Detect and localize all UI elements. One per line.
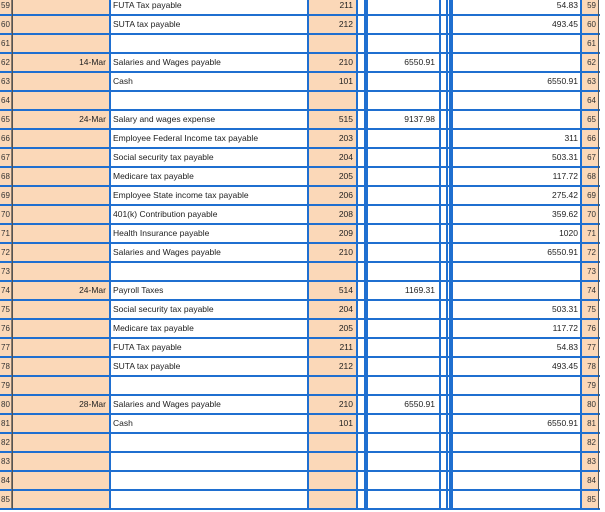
row-number-right: 63 [582, 73, 598, 90]
table-row [0, 187, 605, 206]
post-ref-cell[interactable]: 208 [309, 206, 356, 223]
row-number-right: 84 [582, 472, 598, 489]
post-ref-cell[interactable]: 212 [309, 16, 356, 33]
column-divider [356, 0, 358, 509]
credit-cell[interactable] [453, 434, 581, 451]
debit-cell[interactable] [368, 206, 439, 223]
debit-cell[interactable] [368, 453, 439, 470]
debit-cell[interactable] [368, 168, 439, 185]
debit-cell[interactable] [368, 73, 439, 90]
post-ref-cell[interactable]: 210 [309, 396, 356, 413]
debit-cell[interactable] [368, 491, 439, 508]
row-number-right: 59 [582, 0, 598, 14]
table-row [0, 282, 605, 301]
date-cell[interactable] [13, 35, 109, 52]
credit-cell[interactable] [453, 453, 581, 470]
row-number-right: 83 [582, 453, 598, 470]
post-ref-cell[interactable]: 211 [309, 0, 356, 14]
table-row [0, 301, 605, 320]
row-number-right: 81 [582, 415, 598, 432]
credit-cell[interactable]: 503.31 [552, 304, 578, 314]
debit-cell[interactable] [368, 263, 439, 280]
credit-cell[interactable] [453, 377, 581, 394]
table-row [0, 0, 605, 16]
column-divider [366, 0, 368, 509]
row-number-left: 69 [0, 187, 12, 204]
table-row [0, 396, 605, 415]
table-row [0, 491, 605, 510]
row-number-left: 61 [0, 35, 12, 52]
row-number-right: 64 [582, 92, 598, 109]
row-number-left: 82 [0, 434, 12, 451]
date-cell[interactable]: 24-Mar [13, 282, 109, 299]
row-number-left: 68 [0, 168, 12, 185]
row-number-left: 78 [0, 358, 12, 375]
post-ref-cell[interactable] [309, 453, 356, 470]
account-description-cell[interactable]: Employee State income tax payable [113, 190, 249, 200]
row-number-left: 73 [0, 263, 12, 280]
account-description-cell[interactable] [111, 472, 308, 489]
table-row [0, 16, 605, 35]
row-number-left: 65 [0, 111, 12, 128]
post-ref-cell[interactable] [309, 263, 356, 280]
account-description-cell[interactable] [111, 263, 308, 280]
post-ref-cell[interactable] [309, 491, 356, 508]
account-description-cell[interactable]: Payroll Taxes [113, 285, 164, 295]
row-number-right: 79 [582, 377, 598, 394]
debit-cell[interactable]: 1169.31 [404, 285, 435, 295]
table-row [0, 263, 605, 282]
column-divider [451, 0, 453, 509]
credit-cell[interactable]: 54.83 [556, 342, 578, 352]
post-ref-cell[interactable]: 205 [309, 320, 356, 337]
debit-cell[interactable] [368, 130, 439, 147]
row-number-right: 66 [582, 130, 598, 147]
credit-cell[interactable] [453, 491, 581, 508]
date-cell[interactable] [13, 92, 109, 109]
credit-cell[interactable]: 1020 [559, 228, 578, 238]
column-divider [446, 0, 448, 509]
row-number-right: 61 [582, 35, 598, 52]
row-number-left: 63 [0, 73, 12, 90]
credit-cell[interactable]: 359.62 [552, 209, 578, 219]
credit-cell[interactable] [453, 472, 581, 489]
date-cell[interactable] [13, 377, 109, 394]
credit-cell[interactable] [453, 54, 581, 71]
debit-cell[interactable] [368, 301, 439, 318]
credit-cell[interactable]: 493.45 [552, 19, 578, 29]
debit-cell[interactable] [368, 92, 439, 109]
account-description-cell[interactable]: Social security tax payable [113, 304, 214, 314]
row-number-left: 72 [0, 244, 12, 261]
account-description-cell[interactable] [111, 453, 308, 470]
row-number-left: 74 [0, 282, 12, 299]
credit-cell[interactable]: 6550.91 [547, 247, 578, 257]
post-ref-cell[interactable] [309, 434, 356, 451]
debit-cell[interactable] [368, 377, 439, 394]
column-divider [439, 0, 441, 509]
credit-cell[interactable]: 117.72 [552, 323, 578, 333]
row-number-left: 64 [0, 92, 12, 109]
debit-cell[interactable] [368, 149, 439, 166]
account-description-cell[interactable]: Cash [113, 76, 133, 86]
post-ref-cell[interactable]: 205 [309, 168, 356, 185]
account-description-cell[interactable]: Salaries and Wages payable [113, 399, 221, 409]
account-description-cell[interactable]: FUTA Tax payable [113, 342, 182, 352]
date-cell[interactable] [13, 130, 109, 147]
account-description-cell[interactable]: Salaries and Wages payable [113, 57, 221, 67]
date-cell[interactable]: 24-Mar [13, 111, 109, 128]
date-cell[interactable] [13, 339, 109, 356]
account-description-cell[interactable]: SUTA tax payable [113, 361, 181, 371]
debit-cell[interactable] [368, 434, 439, 451]
row-number-right: 72 [582, 244, 598, 261]
post-ref-cell[interactable]: 210 [309, 244, 356, 261]
account-description-cell[interactable]: Medicare tax payable [113, 171, 194, 181]
debit-cell[interactable] [368, 472, 439, 489]
post-ref-cell[interactable]: 211 [309, 339, 356, 356]
debit-cell[interactable] [368, 225, 439, 242]
debit-cell[interactable] [368, 244, 439, 261]
date-cell[interactable] [13, 358, 109, 375]
table-row [0, 168, 605, 187]
table-row [0, 206, 605, 225]
account-description-cell[interactable]: 401(k) Contribution payable [113, 209, 218, 219]
table-row [0, 73, 605, 92]
row-number-right: 77 [582, 339, 598, 356]
table-row [0, 453, 605, 472]
date-cell[interactable] [13, 453, 109, 470]
account-description-cell[interactable]: Salaries and Wages payable [113, 247, 221, 257]
debit-cell[interactable] [368, 0, 439, 14]
column-divider [307, 0, 309, 509]
column-divider [598, 0, 599, 509]
date-cell[interactable] [13, 16, 109, 33]
credit-cell[interactable]: 6550.91 [547, 418, 578, 428]
date-cell[interactable] [13, 263, 109, 280]
table-row [0, 320, 605, 339]
column-divider [109, 0, 111, 509]
date-cell[interactable]: 14-Mar [13, 54, 109, 71]
credit-cell[interactable] [453, 396, 581, 413]
row-number-right: 60 [582, 16, 598, 33]
table-row [0, 358, 605, 377]
credit-cell[interactable] [453, 263, 581, 280]
account-description-cell[interactable]: FUTA Tax payable [113, 0, 182, 10]
credit-cell[interactable] [453, 282, 581, 299]
row-number-left: 77 [0, 339, 12, 356]
row-number-right: 78 [582, 358, 598, 375]
table-row [0, 35, 605, 54]
table-row [0, 415, 605, 434]
post-ref-cell[interactable]: 206 [309, 187, 356, 204]
row-number-left: 84 [0, 472, 12, 489]
post-ref-cell[interactable] [309, 35, 356, 52]
row-number-left: 83 [0, 453, 12, 470]
credit-cell[interactable]: 311 [564, 133, 578, 143]
row-number-right: 67 [582, 149, 598, 166]
row-number-right: 62 [582, 54, 598, 71]
credit-cell[interactable] [453, 111, 581, 128]
account-description-cell[interactable]: SUTA tax payable [113, 19, 181, 29]
row-number-left: 62 [0, 54, 12, 71]
row-number-right: 65 [582, 111, 598, 128]
table-row [0, 434, 605, 453]
row-number-right: 85 [582, 491, 598, 508]
debit-cell[interactable]: 6550.91 [404, 399, 435, 409]
row-number-right: 71 [582, 225, 598, 242]
row-number-left: 67 [0, 149, 12, 166]
account-description-cell[interactable]: Cash [113, 418, 133, 428]
post-ref-cell[interactable]: 515 [309, 111, 356, 128]
table-row [0, 149, 605, 168]
date-cell[interactable] [13, 73, 109, 90]
row-number-left: 79 [0, 377, 12, 394]
credit-cell[interactable] [453, 35, 581, 52]
row-number-left: 81 [0, 415, 12, 432]
account-description-cell[interactable]: Medicare tax payable [113, 323, 194, 333]
post-ref-cell[interactable] [309, 472, 356, 489]
table-row [0, 54, 605, 73]
table-row [0, 377, 605, 396]
row-number-left: 85 [0, 491, 12, 508]
table-row [0, 339, 605, 358]
row-number-right: 69 [582, 187, 598, 204]
row-number-right: 80 [582, 396, 598, 413]
date-cell[interactable] [13, 244, 109, 261]
post-ref-cell[interactable] [309, 92, 356, 109]
credit-cell[interactable]: 493.45 [552, 361, 578, 371]
date-cell[interactable]: 28-Mar [13, 396, 109, 413]
row-number-left: 59 [0, 0, 12, 14]
table-row [0, 225, 605, 244]
column-divider [580, 0, 582, 509]
row-number-left: 80 [0, 396, 12, 413]
account-description-cell[interactable]: Salary and wages expense [113, 114, 216, 124]
table-row [0, 92, 605, 111]
date-cell[interactable] [13, 415, 109, 432]
row-number-left: 70 [0, 206, 12, 223]
date-cell[interactable] [13, 0, 109, 14]
credit-cell[interactable] [453, 92, 581, 109]
post-ref-cell[interactable]: 101 [309, 73, 356, 90]
post-ref-cell[interactable]: 204 [309, 301, 356, 318]
post-ref-cell[interactable] [309, 377, 356, 394]
table-row [0, 111, 605, 130]
debit-cell[interactable] [368, 320, 439, 337]
credit-cell[interactable]: 275.42 [552, 190, 578, 200]
row-divider [0, 508, 600, 510]
post-ref-cell[interactable]: 101 [309, 415, 356, 432]
post-ref-cell[interactable]: 210 [309, 54, 356, 71]
row-number-right: 70 [582, 206, 598, 223]
debit-cell[interactable] [368, 415, 439, 432]
account-description-cell[interactable]: Health Insurance payable [113, 228, 210, 238]
row-number-left: 66 [0, 130, 12, 147]
row-number-right: 74 [582, 282, 598, 299]
credit-cell[interactable]: 117.72 [552, 171, 578, 181]
row-number-left: 60 [0, 16, 12, 33]
account-description-cell[interactable] [111, 377, 308, 394]
account-description-cell[interactable]: Employee Federal Income tax payable [113, 133, 259, 143]
debit-cell[interactable] [368, 358, 439, 375]
column-divider [12, 0, 13, 509]
date-cell[interactable] [13, 149, 109, 166]
post-ref-cell[interactable]: 203 [309, 130, 356, 147]
account-description-cell[interactable] [111, 491, 308, 508]
credit-cell[interactable]: 6550.91 [547, 76, 578, 86]
date-cell[interactable] [13, 301, 109, 318]
date-cell[interactable] [13, 472, 109, 489]
post-ref-cell[interactable]: 212 [309, 358, 356, 375]
row-number-right: 76 [582, 320, 598, 337]
debit-cell[interactable]: 6550.91 [404, 57, 435, 67]
row-number-left: 76 [0, 320, 12, 337]
row-number-right: 75 [582, 301, 598, 318]
post-ref-cell[interactable]: 514 [309, 282, 356, 299]
date-cell[interactable] [13, 320, 109, 337]
table-row [0, 130, 605, 149]
account-description-cell[interactable] [111, 92, 308, 109]
account-description-cell[interactable]: Social security tax payable [113, 152, 214, 162]
post-ref-cell[interactable]: 204 [309, 149, 356, 166]
date-cell[interactable] [13, 206, 109, 223]
date-cell[interactable] [13, 434, 109, 451]
credit-cell[interactable]: 503.31 [552, 152, 578, 162]
debit-cell[interactable] [368, 339, 439, 356]
date-cell[interactable] [13, 491, 109, 508]
debit-cell[interactable]: 9137.98 [404, 114, 435, 124]
date-cell[interactable] [13, 225, 109, 242]
debit-cell[interactable] [368, 187, 439, 204]
row-number-right: 68 [582, 168, 598, 185]
date-cell[interactable] [13, 168, 109, 185]
date-cell[interactable] [13, 187, 109, 204]
account-description-cell[interactable] [111, 35, 308, 52]
table-row [0, 472, 605, 491]
debit-cell[interactable] [368, 16, 439, 33]
debit-cell[interactable] [368, 35, 439, 52]
credit-cell[interactable]: 54.83 [556, 0, 578, 10]
row-number-left: 75 [0, 301, 12, 318]
table-row [0, 244, 605, 263]
row-number-left: 71 [0, 225, 12, 242]
row-number-right: 82 [582, 434, 598, 451]
row-number-right: 73 [582, 263, 598, 280]
account-description-cell[interactable] [111, 434, 308, 451]
post-ref-cell[interactable]: 209 [309, 225, 356, 242]
